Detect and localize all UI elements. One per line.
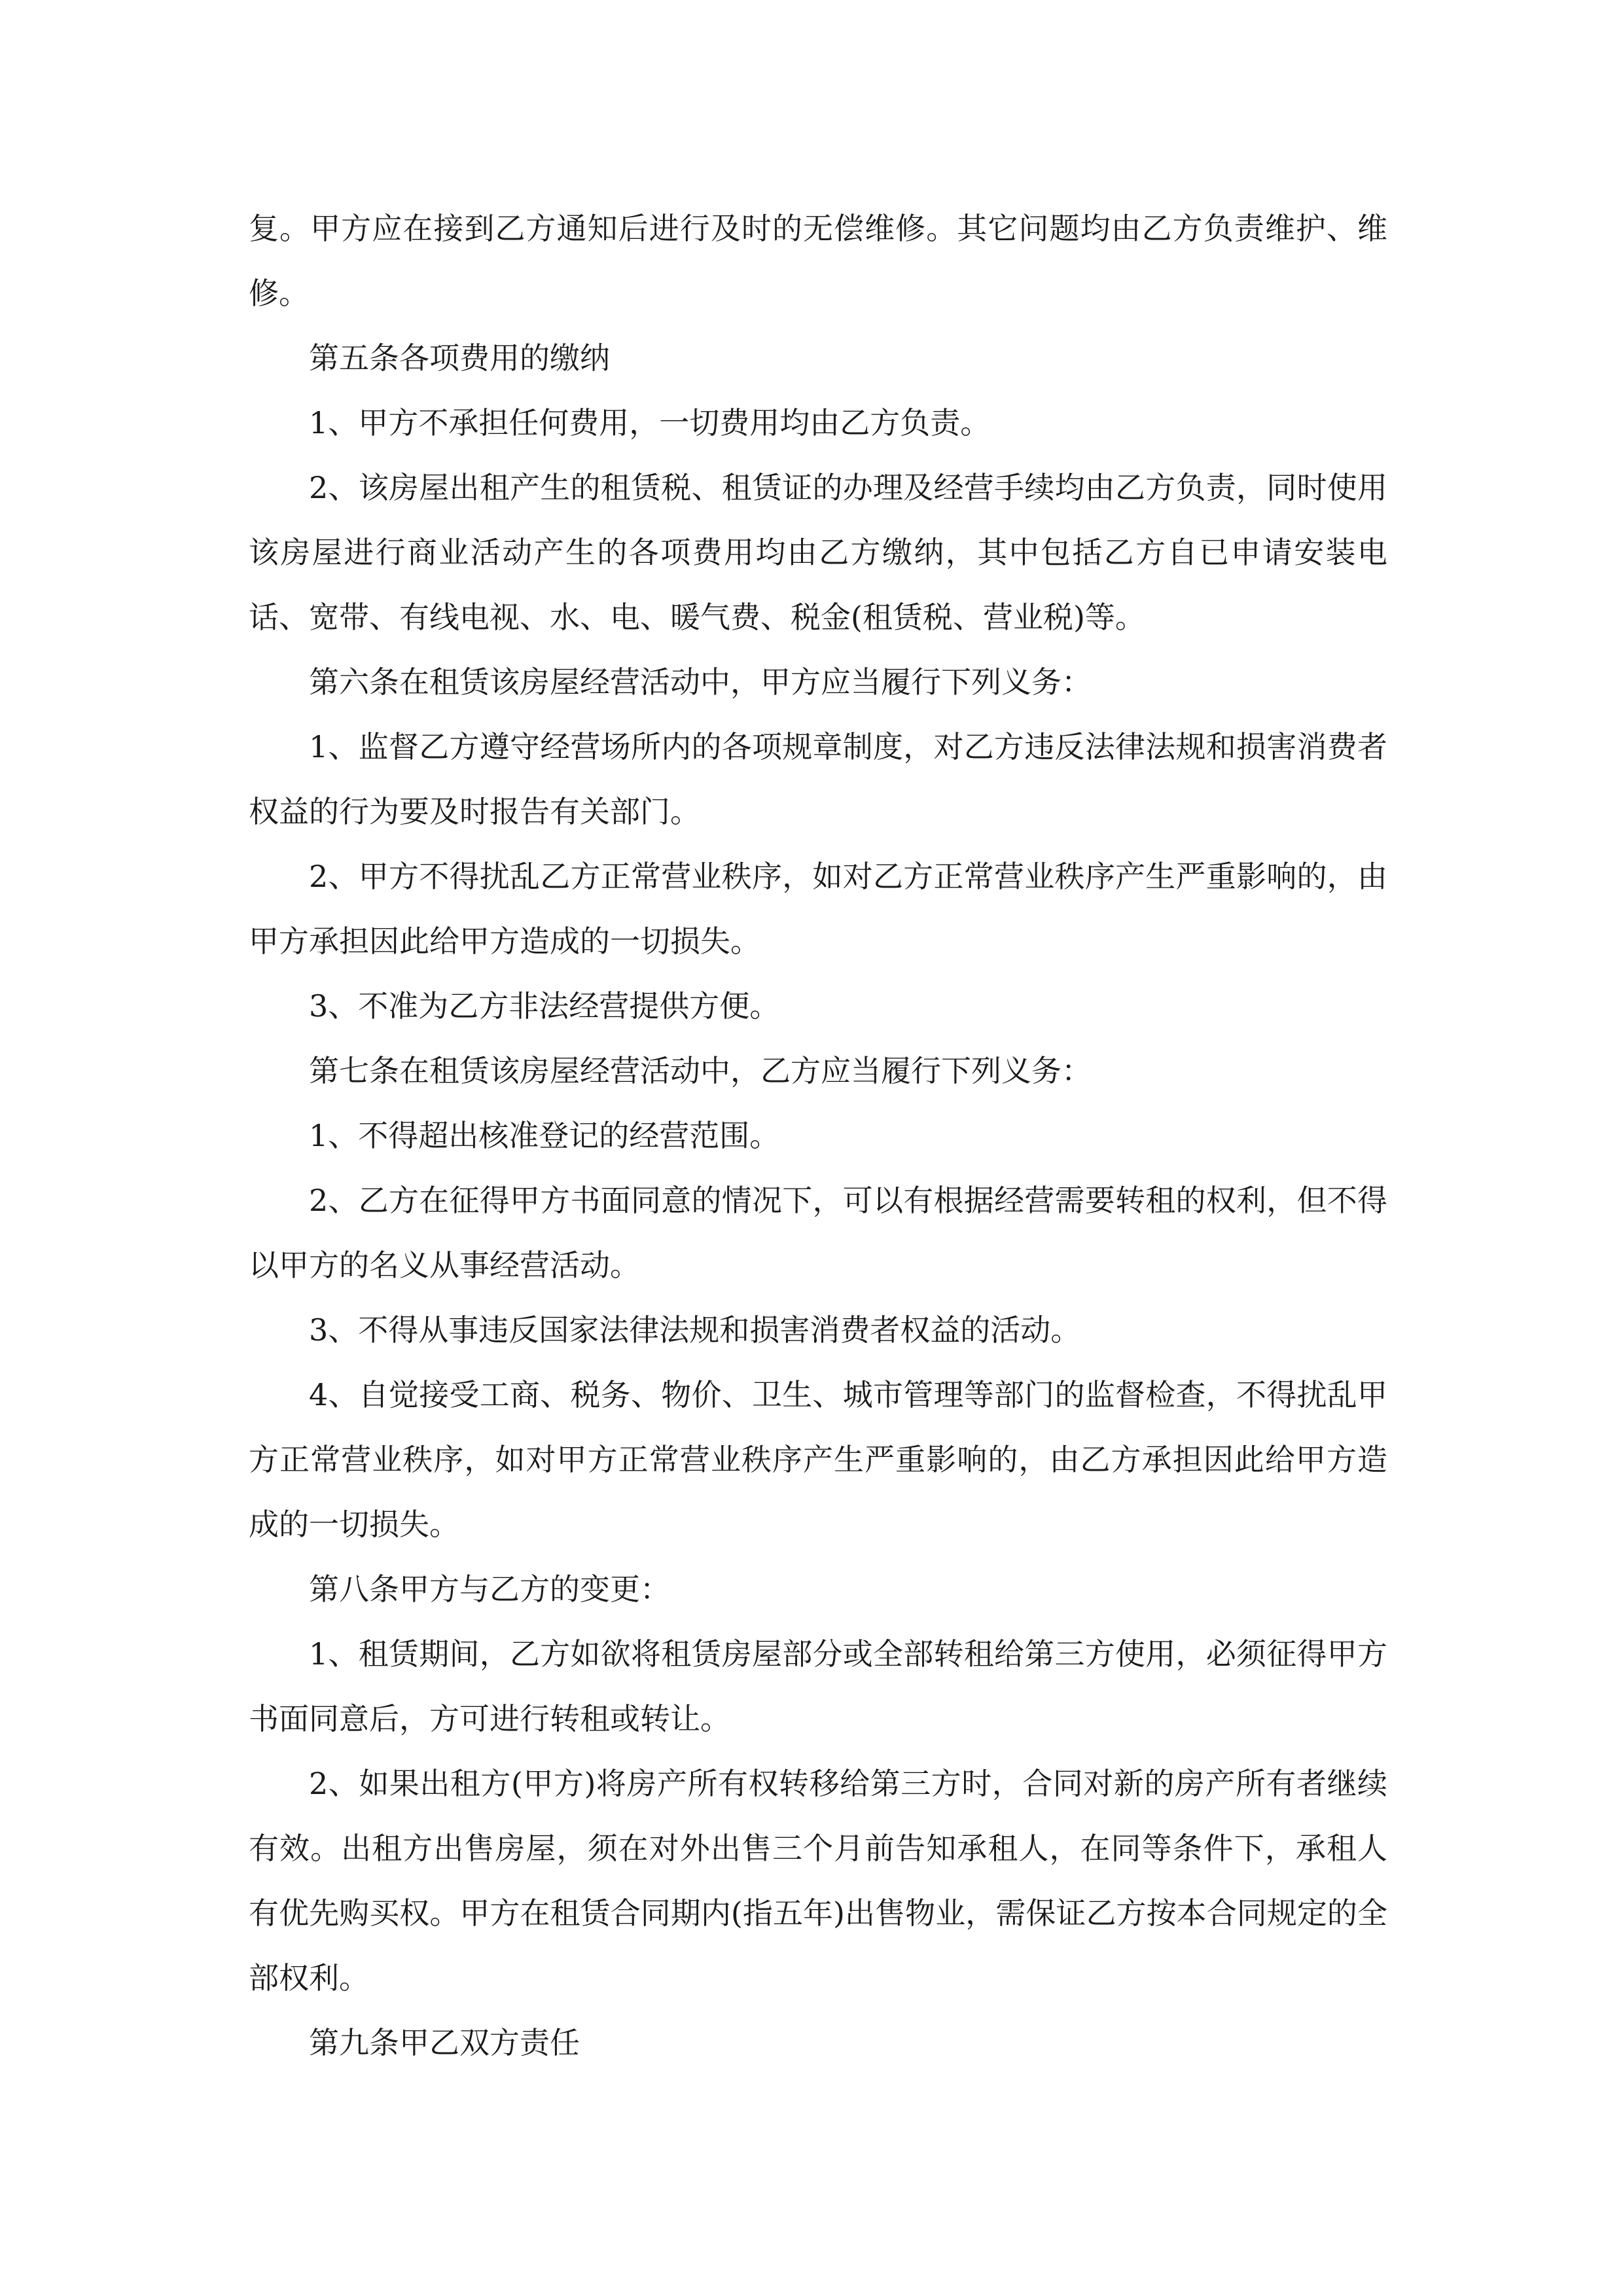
- article-7-item-1: 1、不得超出核准登记的经营范围。: [309, 1118, 780, 1153]
- article-7-heading: 第七条在租赁该房屋经营活动中，乙方应当履行下列义务：: [309, 1053, 1092, 1088]
- article-5-item-1: 1、甲方不承担任何费用，一切费用均由乙方负责。: [309, 405, 991, 440]
- article-7-item-4: 4、自觉接受工商、税务、物价、卫生、城市管理等部门的监督检查，不得扰乱甲方正常营业秩序，如对甲方正常营业秩序产生严重影响的，由乙方承担因此给甲方造成的一切损失。: [249, 1377, 1387, 1542]
- article-7-item-3: 3、不得从事违反国家法律法规和损害消费者权益的活动。: [309, 1312, 1081, 1348]
- article-8-heading: 第八条甲方与乙方的变更：: [309, 1571, 670, 1607]
- article-8-item-2: 2、如果出租方(甲方)将房产所有权转移给第三方时，合同对新的房产所有者继续有效。出租方出售房屋，须在对外出售三个月前告知承租人，在同等条件下，承租人有优先购买权。甲方在租赁合同期内(指五年)出售物业，需保证乙方按本合同规定的全部权利。: [249, 1766, 1387, 1996]
- article-9-heading: 第九条甲乙双方责任: [309, 2025, 580, 2060]
- article-5-item-2: 2、该房屋出租产生的租赁税、租赁证的办理及经营手续均由乙方负责，同时使用该房屋进行商业活动产生的各项费用均由乙方缴纳，其中包括乙方自已申请安装电话、宽带、有线电视、水、电、暖气费、税金(租赁税、营业税)等。: [249, 470, 1387, 635]
- article-7-item-2: 2、乙方在征得甲方书面同意的情况下，可以有根据经营需要转租的权利，但不得以甲方的名义从事经营活动。: [249, 1183, 1387, 1283]
- article-6-item-2: 2、甲方不得扰乱乙方正常营业秩序，如对乙方正常营业秩序产生严重影响的，由甲方承担因此给甲方造成的一切损失。: [249, 859, 1387, 959]
- paragraph-continuation: 复。甲方应在接到乙方通知后进行及时的无偿维修。其它问题均由乙方负责维护、维修。: [249, 211, 1387, 311]
- article-6-item-1: 1、监督乙方遵守经营场所内的各项规章制度，对乙方违反法律法规和损害消费者权益的行为要及时报告有关部门。: [249, 729, 1387, 829]
- article-6-heading: 第六条在租赁该房屋经营活动中，甲方应当履行下列义务：: [309, 664, 1092, 700]
- article-8-item-1: 1、租赁期间，乙方如欲将租赁房屋部分或全部转租给第三方使用，必须征得甲方书面同意后，方可进行转租或转让。: [249, 1636, 1387, 1736]
- article-6-item-3: 3、不准为乙方非法经营提供方便。: [309, 988, 780, 1024]
- document-body: [249, 196, 1387, 2075]
- article-5-heading: 第五条各项费用的缴纳: [309, 340, 610, 376]
